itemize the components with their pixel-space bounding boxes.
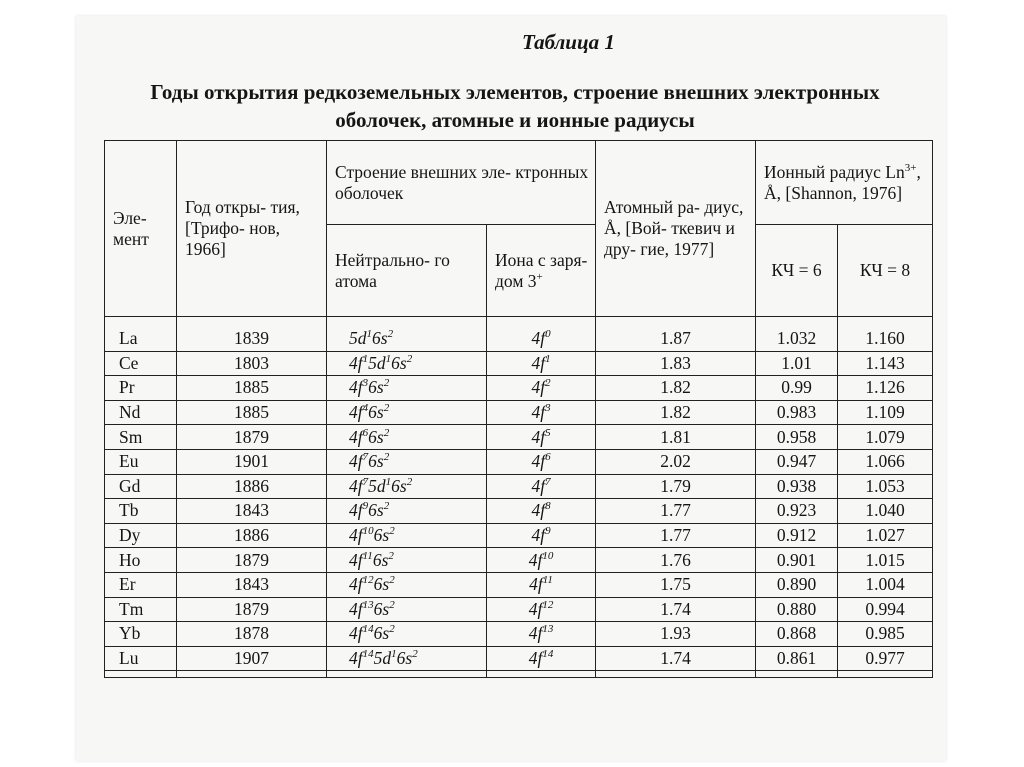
orbital-base: 6s xyxy=(391,475,407,496)
header-shells: Строение внешних эле- ктронных оболочек xyxy=(327,141,596,225)
orbital-occupancy: 10 xyxy=(542,549,554,562)
config-orbital xyxy=(349,377,368,397)
orbital-occupancy: 9 xyxy=(545,525,551,538)
cell-atomic-radius: 1.74 xyxy=(596,597,756,622)
config-orbital xyxy=(349,623,374,643)
config-orbital xyxy=(368,476,391,496)
spacer-cell xyxy=(487,671,596,678)
cell-neutral-config xyxy=(327,474,487,499)
cell-kch8: 1.053 xyxy=(838,474,933,499)
orbital-occupancy: 5 xyxy=(545,426,551,439)
spacer-cell xyxy=(596,671,756,678)
spacer-cell xyxy=(327,671,487,678)
cell-kch6: 0.958 xyxy=(756,425,838,450)
cell-neutral-config xyxy=(327,523,487,548)
orbital-occupancy: 2 xyxy=(389,598,395,611)
orbital-base: 4f xyxy=(528,648,543,669)
cell-atomic-radius: 1.93 xyxy=(596,622,756,647)
cell-ion-config xyxy=(487,425,596,450)
config-orbital xyxy=(374,648,397,668)
ion-orbital xyxy=(529,599,554,619)
cell-ion-config xyxy=(487,622,596,647)
orbital-occupancy: 2 xyxy=(383,402,390,415)
cell-neutral-config xyxy=(327,376,487,401)
cell-kch6: 0.99 xyxy=(756,376,838,401)
config-orbital xyxy=(368,451,389,471)
ionic-suffix: , Å, [Shannon, 1976] xyxy=(764,161,921,203)
orbital-occupancy: 7 xyxy=(362,451,369,464)
cell-kch6: 0.983 xyxy=(756,400,838,425)
cell-ion-config xyxy=(487,400,596,425)
orbital-base: 4f xyxy=(531,451,546,472)
orbital-base: 6s xyxy=(368,402,384,423)
cell-neutral-config xyxy=(327,646,487,671)
config-orbital xyxy=(368,500,389,520)
table-body xyxy=(105,317,933,678)
cell-ion-config xyxy=(487,499,596,524)
orbital-base: 4f xyxy=(531,377,546,398)
cell-element: Tb xyxy=(105,499,177,524)
orbital-occupancy: 2 xyxy=(389,623,395,636)
ion-sup: + xyxy=(536,270,543,283)
cell-neutral-config xyxy=(327,499,487,524)
orbital-base: 6s xyxy=(373,598,390,619)
cell-ion-config xyxy=(487,572,596,597)
orbital-occupancy: 4 xyxy=(362,402,369,415)
config-orbital xyxy=(397,648,418,668)
cell-element: Tm xyxy=(105,597,177,622)
orbital-occupancy: 10 xyxy=(362,525,374,538)
cell-kch6: 0.861 xyxy=(756,646,838,671)
orbital-base: 4f xyxy=(528,623,543,644)
config-orbital xyxy=(391,476,412,496)
cell-neutral-config xyxy=(327,425,487,450)
orbital-base: 6s xyxy=(373,574,390,595)
cell-kch6: 0.947 xyxy=(756,449,838,474)
cell-kch8: 0.994 xyxy=(838,597,933,622)
config-orbital xyxy=(349,599,374,619)
orbital-base: 5d xyxy=(368,352,386,373)
table-row xyxy=(105,597,933,622)
config-orbital xyxy=(368,427,389,447)
cell-element: Ho xyxy=(105,548,177,573)
orbital-base: 6s xyxy=(372,328,388,349)
cell-kch6: 0.938 xyxy=(756,474,838,499)
header-kch8: КЧ = 8 xyxy=(838,225,933,317)
orbital-occupancy: 1 xyxy=(391,648,397,661)
orbital-base: 6s xyxy=(391,352,407,373)
cell-year: 1886 xyxy=(177,523,327,548)
ion-orbital xyxy=(531,402,550,422)
orbital-occupancy: 12 xyxy=(542,598,554,611)
orbital-base: 5d xyxy=(373,648,392,669)
cell-element: Gd xyxy=(105,474,177,499)
orbital-base: 4f xyxy=(531,475,546,496)
header-kch6: КЧ = 6 xyxy=(756,225,838,317)
orbital-base: 6s xyxy=(368,451,384,472)
table-row xyxy=(105,474,933,499)
cell-element: Nd xyxy=(105,400,177,425)
config-orbital xyxy=(368,377,389,397)
config-orbital xyxy=(349,476,368,496)
cell-ion-config xyxy=(487,646,596,671)
orbital-occupancy: 2 xyxy=(388,549,394,562)
cell-neutral-config xyxy=(327,622,487,647)
ion-orbital xyxy=(529,574,553,594)
config-orbital xyxy=(368,353,391,373)
orbital-occupancy: 3 xyxy=(545,402,551,415)
orbital-base: 4f xyxy=(528,598,543,619)
orbital-base: 4f xyxy=(349,402,363,423)
spacer-cell xyxy=(105,671,177,678)
ion-orbital xyxy=(531,476,550,496)
table-row xyxy=(105,376,933,401)
orbital-base: 6s xyxy=(368,500,384,521)
cell-element: Lu xyxy=(105,646,177,671)
orbital-base: 4f xyxy=(531,402,546,423)
ion-orbital xyxy=(531,328,550,348)
header-ion-3plus xyxy=(487,225,596,317)
cell-ion-config xyxy=(487,376,596,401)
cell-ion-config xyxy=(487,597,596,622)
orbital-occupancy: 6 xyxy=(545,451,551,464)
table-row xyxy=(105,523,933,548)
table-row xyxy=(105,449,933,474)
orbital-base: 4f xyxy=(349,623,363,644)
orbital-occupancy: 2 xyxy=(389,574,395,587)
orbital-occupancy: 14 xyxy=(362,648,374,661)
orbital-base: 4f xyxy=(528,549,543,570)
cell-kch8: 1.143 xyxy=(838,351,933,376)
cell-element: Dy xyxy=(105,523,177,548)
cell-atomic-radius: 1.74 xyxy=(596,646,756,671)
ionic-sup: 3+ xyxy=(904,161,917,174)
cell-neutral-config xyxy=(327,400,487,425)
orbital-occupancy: 11 xyxy=(362,549,373,562)
orbital-base: 4f xyxy=(349,352,363,373)
orbital-occupancy: 1 xyxy=(385,352,392,365)
orbital-occupancy: 13 xyxy=(362,598,374,611)
config-orbital xyxy=(373,550,394,570)
orbital-occupancy: 14 xyxy=(542,648,554,661)
cell-kch6: 0.890 xyxy=(756,572,838,597)
cell-kch8: 1.004 xyxy=(838,572,933,597)
cell-element: Ce xyxy=(105,351,177,376)
orbital-occupancy: 1 xyxy=(385,475,392,488)
orbital-occupancy: 2 xyxy=(412,648,418,661)
orbital-occupancy: 2 xyxy=(406,475,413,488)
table-caption: Таблица 1 xyxy=(522,30,615,54)
cell-kch8: 1.027 xyxy=(838,523,933,548)
cell-year: 1803 xyxy=(177,351,327,376)
orbital-occupancy: 2 xyxy=(387,328,394,341)
table-row xyxy=(105,400,933,425)
orbital-occupancy: 0 xyxy=(545,328,551,341)
orbital-occupancy: 2 xyxy=(545,377,551,390)
cell-year: 1878 xyxy=(177,622,327,647)
config-orbital xyxy=(349,574,374,594)
header-atomic-radius: Атомный ра- диус, Å, [Вой- ткевич и дру- гие, 1977] xyxy=(596,141,756,317)
cell-kch8: 1.040 xyxy=(838,499,933,524)
cell-year: 1886 xyxy=(177,474,327,499)
orbital-base: 4f xyxy=(531,500,546,521)
cell-year: 1907 xyxy=(177,646,327,671)
cell-neutral-config xyxy=(327,548,487,573)
config-orbital xyxy=(349,500,368,520)
cell-year: 1843 xyxy=(177,499,327,524)
orbital-base: 4f xyxy=(529,574,543,595)
header-neutral-atom: Нейтрально- го атома xyxy=(327,225,487,317)
heading-line-1: Годы открытия редкоземельных элементов, строение внешних электронных xyxy=(150,80,880,104)
orbital-occupancy: 13 xyxy=(542,623,554,636)
ion-prefix: Иона с заря- дом 3 xyxy=(495,249,588,291)
orbital-base: 4f xyxy=(531,352,546,373)
orbital-occupancy: 12 xyxy=(362,574,374,587)
cell-atomic-radius: 1.82 xyxy=(596,376,756,401)
orbital-occupancy: 7 xyxy=(545,475,551,488)
orbital-occupancy: 2 xyxy=(389,525,395,538)
cell-atomic-radius: 2.02 xyxy=(596,449,756,474)
cell-year: 1839 xyxy=(177,317,327,352)
orbital-base: 6s xyxy=(396,648,413,669)
cell-ion-config xyxy=(487,449,596,474)
table-row xyxy=(105,622,933,647)
orbital-base: 4f xyxy=(531,328,546,349)
ion-orbital xyxy=(529,550,554,570)
ion-orbital xyxy=(531,353,550,373)
config-orbital xyxy=(349,353,368,373)
cell-atomic-radius: 1.82 xyxy=(596,400,756,425)
cell-kch8: 1.160 xyxy=(838,317,933,352)
cell-neutral-config xyxy=(327,572,487,597)
config-orbital xyxy=(349,451,368,471)
cell-element: Yb xyxy=(105,622,177,647)
cell-neutral-config xyxy=(327,351,487,376)
orbital-base: 4f xyxy=(349,500,363,521)
cell-ion-config xyxy=(487,351,596,376)
config-orbital xyxy=(372,328,393,348)
rare-earth-table xyxy=(104,140,933,678)
cell-kch8: 1.079 xyxy=(838,425,933,450)
orbital-occupancy: 2 xyxy=(406,352,413,365)
orbital-occupancy: 2 xyxy=(383,426,390,439)
cell-ion-config xyxy=(487,317,596,352)
ion-orbital xyxy=(529,623,554,643)
cell-neutral-config xyxy=(327,317,487,352)
cell-kch6: 0.901 xyxy=(756,548,838,573)
config-orbital xyxy=(349,648,374,668)
cell-element: Eu xyxy=(105,449,177,474)
cell-atomic-radius: 1.77 xyxy=(596,499,756,524)
orbital-occupancy: 14 xyxy=(362,623,374,636)
cell-atomic-radius: 1.81 xyxy=(596,425,756,450)
cell-neutral-config xyxy=(327,597,487,622)
cell-year: 1879 xyxy=(177,548,327,573)
orbital-occupancy: 7 xyxy=(362,475,369,488)
cell-kch8: 1.109 xyxy=(838,400,933,425)
spacer-cell xyxy=(177,671,327,678)
orbital-base: 4f xyxy=(349,377,363,398)
cell-kch8: 0.985 xyxy=(838,622,933,647)
cell-year: 1901 xyxy=(177,449,327,474)
cell-year: 1885 xyxy=(177,376,327,401)
config-orbital xyxy=(374,599,395,619)
table-row xyxy=(105,572,933,597)
table-row xyxy=(105,351,933,376)
orbital-occupancy: 6 xyxy=(362,426,369,439)
cell-atomic-radius: 1.76 xyxy=(596,548,756,573)
cell-year: 1843 xyxy=(177,572,327,597)
ion-orbital xyxy=(529,648,554,668)
orbital-occupancy: 1 xyxy=(545,352,551,365)
cell-kch6: 1.032 xyxy=(756,317,838,352)
cell-kch8: 1.126 xyxy=(838,376,933,401)
cell-kch8: 0.977 xyxy=(838,646,933,671)
config-orbital xyxy=(374,574,395,594)
config-orbital xyxy=(349,427,368,447)
cell-year: 1885 xyxy=(177,400,327,425)
cell-kch6: 0.912 xyxy=(756,523,838,548)
cell-kch8: 1.015 xyxy=(838,548,933,573)
orbital-occupancy: 9 xyxy=(362,500,369,513)
cell-kch6: 0.880 xyxy=(756,597,838,622)
config-orbital xyxy=(349,525,374,545)
orbital-base: 4f xyxy=(349,574,363,595)
orbital-base: 4f xyxy=(349,598,363,619)
cell-atomic-radius: 1.75 xyxy=(596,572,756,597)
orbital-occupancy: 8 xyxy=(545,500,551,513)
cell-neutral-config xyxy=(327,449,487,474)
orbital-occupancy: 3 xyxy=(362,377,369,390)
cell-element: Pr xyxy=(105,376,177,401)
orbital-base: 4f xyxy=(349,426,363,447)
orbital-base: 4f xyxy=(349,451,363,472)
orbital-base: 4f xyxy=(349,525,363,546)
cell-year: 1879 xyxy=(177,597,327,622)
config-orbital xyxy=(391,353,412,373)
ion-orbital xyxy=(531,451,550,471)
config-orbital xyxy=(349,402,368,422)
ion-orbital xyxy=(531,500,550,520)
orbital-occupancy: 11 xyxy=(542,574,553,587)
orbital-base: 6s xyxy=(368,377,384,398)
orbital-base: 4f xyxy=(531,525,546,546)
header-year: Год откры- тия, [Трифо- нов, 1966] xyxy=(177,141,327,317)
orbital-base: 4f xyxy=(531,426,546,447)
table-heading xyxy=(130,78,900,134)
orbital-base: 4f xyxy=(349,648,363,669)
header-ionic-radius xyxy=(756,141,933,225)
ion-orbital xyxy=(531,377,550,397)
table-row xyxy=(105,548,933,573)
cell-atomic-radius: 1.87 xyxy=(596,317,756,352)
cell-atomic-radius: 1.83 xyxy=(596,351,756,376)
table-row xyxy=(105,499,933,524)
orbital-occupancy: 2 xyxy=(383,500,390,513)
table-row xyxy=(105,317,933,352)
table-row xyxy=(105,646,933,671)
orbital-base: 5d xyxy=(368,475,386,496)
spacer-cell xyxy=(838,671,933,678)
cell-ion-config xyxy=(487,523,596,548)
cell-year: 1879 xyxy=(177,425,327,450)
cell-kch6: 0.923 xyxy=(756,499,838,524)
orbital-base: 6s xyxy=(368,426,384,447)
cell-kch8: 1.066 xyxy=(838,449,933,474)
config-orbital xyxy=(374,623,395,643)
orbital-base: 6s xyxy=(373,623,390,644)
cell-element: La xyxy=(105,317,177,352)
cell-atomic-radius: 1.79 xyxy=(596,474,756,499)
orbital-occupancy: 1 xyxy=(366,328,372,341)
config-orbital xyxy=(349,328,372,348)
ionic-prefix: Ионный радиус Ln xyxy=(764,161,905,182)
header-element: Эле- мент xyxy=(105,141,177,317)
cell-ion-config xyxy=(487,548,596,573)
orbital-occupancy: 1 xyxy=(362,352,369,365)
cell-element: Er xyxy=(105,572,177,597)
config-orbital xyxy=(368,402,389,422)
orbital-occupancy: 2 xyxy=(383,377,390,390)
table-row xyxy=(105,425,933,450)
cell-kch6: 0.868 xyxy=(756,622,838,647)
ion-orbital xyxy=(531,427,550,447)
config-orbital xyxy=(349,550,373,570)
orbital-base: 5d xyxy=(349,328,367,349)
cell-atomic-radius: 1.77 xyxy=(596,523,756,548)
heading-line-2: оболочек, атомные и ионные радиусы xyxy=(335,108,695,132)
orbital-base: 4f xyxy=(349,549,363,570)
cell-element: Sm xyxy=(105,425,177,450)
config-orbital xyxy=(374,525,395,545)
orbital-base: 6s xyxy=(372,549,389,570)
orbital-occupancy: 2 xyxy=(383,451,390,464)
orbital-base: 4f xyxy=(349,475,363,496)
table-bottom-spacer xyxy=(105,671,933,678)
orbital-base: 6s xyxy=(373,525,390,546)
cell-kch6: 1.01 xyxy=(756,351,838,376)
cell-ion-config xyxy=(487,474,596,499)
ion-orbital xyxy=(531,525,550,545)
spacer-cell xyxy=(756,671,838,678)
